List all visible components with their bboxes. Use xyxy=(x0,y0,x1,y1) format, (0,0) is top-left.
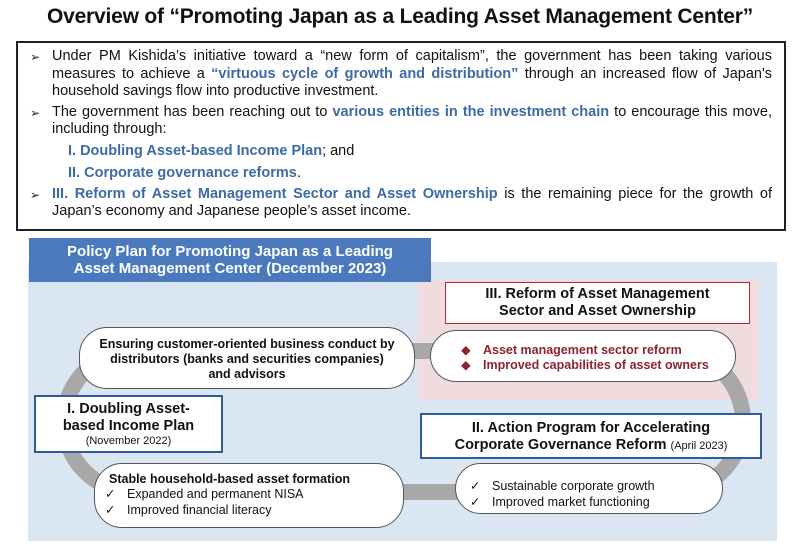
check-icon: ✓ xyxy=(470,494,481,509)
highlight-virtuous-cycle: “virtuous cycle of growth and distribution” xyxy=(211,65,519,82)
corporate-growth-pill xyxy=(455,463,723,514)
list-item: ✓ Expanded and permanent NISA xyxy=(105,487,304,501)
intro-bullet-1-text: Under PM Kishida’s initiative toward a “new form of capitalism”, the government has been taking various measures to achieve a “virtuous cycle of growth and distribution” through an increased flow of Japan's household savings flow into productive investment. xyxy=(52,48,772,99)
arrow-bullet-icon: ➢ xyxy=(30,50,41,64)
reform-iii-title-box: III. Reform of Asset Management Sector and Asset Ownership xyxy=(445,282,750,324)
intro-sub-item-2: II. Corporate governance reforms. xyxy=(68,164,301,181)
check-icon: ✓ xyxy=(470,479,481,493)
intro-sub-item-1: I. Doubling Asset-based Income Plan; and xyxy=(68,142,355,159)
intro-bullet-3-text: III. Reform of Asset Management Sector and Asset Ownership is the remaining piece for the growth of Japan’s economy and Japanese people’s asset income. xyxy=(52,185,772,219)
doubling-income-plan-box: I. Doubling Asset- based Income Plan (November 2022) xyxy=(34,395,223,453)
highlight-investment-chain: various entities in the investment chain xyxy=(332,103,610,120)
diamond-bullet-icon: ◆ xyxy=(461,358,471,372)
intro-bullet-1 xyxy=(30,48,772,101)
box-ii-date: (April 2023) xyxy=(670,440,728,452)
check-icon: ✓ xyxy=(105,487,116,501)
intro-bullet-2-text: The government has been reaching out to various entities in the investment chain to encourage this move, including through: xyxy=(52,103,772,137)
check-icon: ✓ xyxy=(105,502,116,517)
governance-reform-program-box: II. Action Program for Accelerating Corporate Governance Reform (April 2023) xyxy=(420,413,762,459)
intro-box xyxy=(16,41,786,231)
box-i-date: (November 2022) xyxy=(85,435,172,447)
intro-bullet-3 xyxy=(30,186,772,221)
asset-management-reform-pill xyxy=(430,330,736,382)
highlight-reform-iii: III. Reform of Asset Management Sector and Asset Ownership xyxy=(52,185,498,202)
list-item: ✓ Sustainable corporate growth xyxy=(470,479,655,493)
customer-oriented-conduct-pill: Ensuring customer-oriented business conduct by distributors (banks and securities companies) and advisors xyxy=(79,327,415,389)
page-title: Overview of “Promoting Japan as a Leading Asset Management Center” xyxy=(46,5,754,28)
intro-bullet-2 xyxy=(30,104,772,139)
arrow-bullet-icon: ➢ xyxy=(30,187,41,202)
list-item: ✓ Improved market functioning xyxy=(470,494,650,509)
policy-plan-header: Policy Plan for Promoting Japan as a Leading Asset Management Center (December 2023) xyxy=(29,238,431,282)
diamond-bullet-icon: ◆ xyxy=(461,343,471,357)
pill-heading: Stable household-based asset formation xyxy=(109,472,351,486)
list-item: ◆ Asset management sector reform xyxy=(461,343,682,357)
household-asset-formation-pill xyxy=(94,463,404,528)
list-item: ◆ Improved capabilities of asset owners xyxy=(461,358,709,372)
arrow-bullet-icon: ➢ xyxy=(30,105,41,120)
list-item: ✓ Improved financial literacy xyxy=(105,502,272,517)
